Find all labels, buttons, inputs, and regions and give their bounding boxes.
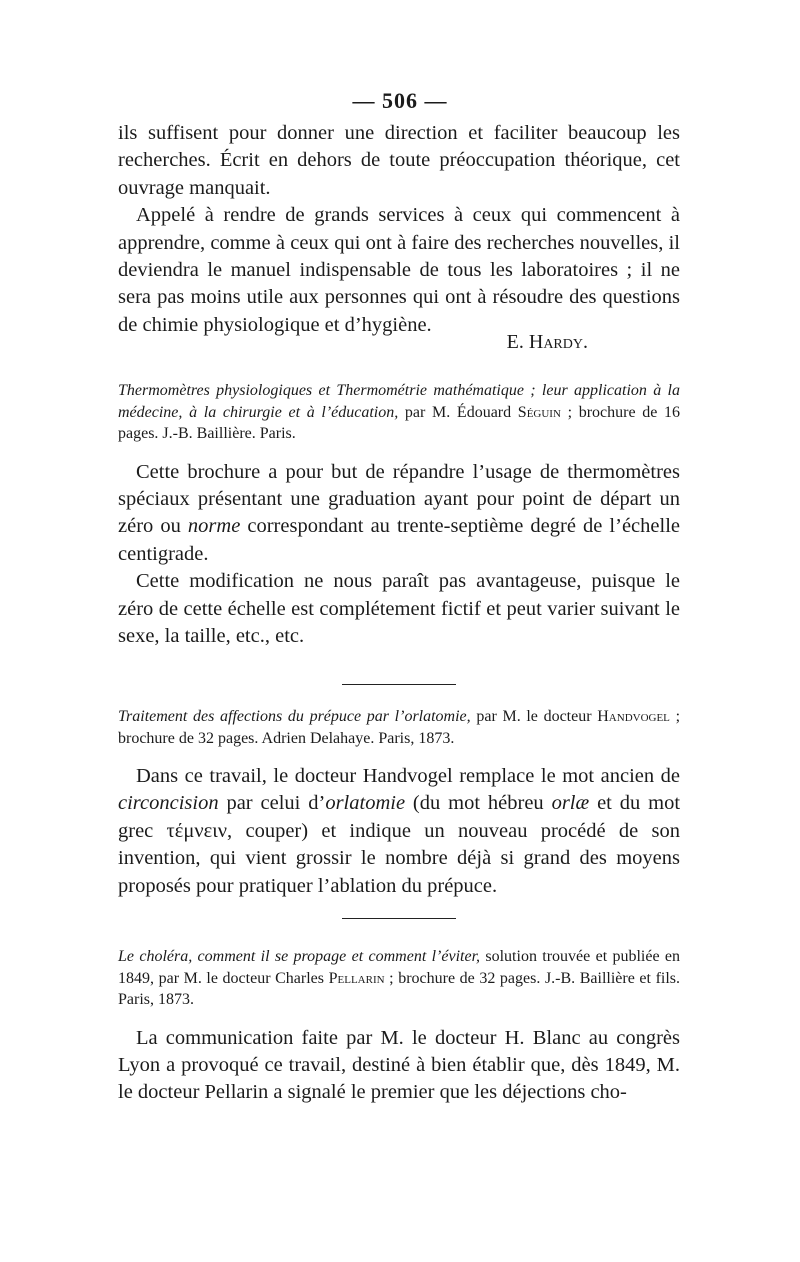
review-1-title: Thermomètres physiologiques et Thermométrie mathématique ; leur application à la médecine, à la chirurgie et à l’éducation, (118, 382, 680, 421)
review-3-paragraph: La communication faite par M. le docteur H. Blanc au congrès Lyon a provoqué ce travail, destiné à bien établir que, dès 1849, M. le docteur Pellarin a signalé le premier que les déjections cho- (118, 1026, 680, 1104)
review-1-term-norme: norme (187, 515, 241, 538)
separator-rule-2 (342, 918, 456, 919)
review-2-details: ; brochure de 32 pages. Adrien Delahaye. Paris, 1873. (118, 708, 681, 747)
page-number: — 506 — (352, 88, 448, 113)
signature (118, 329, 680, 356)
intro-paragraph-1: ils suffisent pour donner une direction et faciliter beaucoup les recherches. Écrit en dehors de toute préoccupation théorique, cet ouvrage manquait. (118, 122, 680, 199)
review-2-by: par M. le docteur (476, 708, 592, 725)
review-3 (118, 946, 680, 1107)
review-2-text-d: et du mot grec τέμνειν, couper) et indique un nouveau procédé de son invention, qui vient grossir le nombre déjà si grand des moyens proposés pour pratiquer l’ablation du prépuce. (118, 792, 681, 897)
signature-name: Hardy. (528, 331, 588, 353)
intro-paragraph-2: Appelé à rendre de grands services à ceux qui commencent à apprendre, comme à ceux qui ont à faire des recherches nouvelles, il deviendra le manuel indispensable de tous les laboratoires ; il ne sera pas moins utile aux personnes qui ont à résoudre des questions de chimie physiologique et d’hygiène. (118, 204, 680, 336)
review-1-author: Séguin (517, 403, 561, 421)
review-2-text-a: Dans ce travail, le docteur Handvogel remplace le mot ancien de (136, 765, 680, 787)
review-3-details-b: ; brochure de 32 pages. J.-B. Baillière et fils. Paris, 1873. (118, 969, 681, 1008)
review-3-title: Le choléra, comment il se propage et comment l’éviter, (118, 948, 481, 965)
separator-rule-1 (342, 684, 456, 685)
review-1-by: par M. Édouard (404, 403, 512, 421)
review-2-text-b: par celui d’ (218, 792, 326, 815)
review-2-term-orlatomie: orlatomie (325, 792, 406, 815)
review-1-citation (118, 380, 680, 445)
review-2-term-orlae: orlæ (551, 792, 590, 815)
review-1-text-a: Cette brochure a pour but de répandre l’usage de thermomètres spéciaux présentant une graduation ayant pour point de départ un zéro ou (118, 460, 680, 538)
review-2-author: Handvogel (597, 708, 670, 725)
signature-initial: E. (506, 331, 524, 353)
review-3-citation (118, 946, 680, 1011)
review-1-text-b: correspondant au trente-septième degré de l’échelle centigrade. (118, 515, 680, 565)
review-2-text-c: (du mot hébreu (405, 792, 552, 815)
intro-section (118, 120, 680, 339)
review-1-paragraph-1 (118, 459, 680, 569)
review-1 (118, 380, 680, 650)
review-1-details: ; brochure de 16 pages. J.-B. Baillière. Paris. (118, 403, 681, 442)
review-2-paragraph (118, 763, 680, 900)
review-3-author: Pellarin (328, 969, 385, 987)
review-1-paragraph-2: Cette modification ne nous paraît pas avantageuse, puisque le zéro de cette échelle est complétement fictif et peut varier suivant le sexe, la taille, etc., etc. (118, 570, 680, 647)
review-2-term-circoncision: circoncision (118, 792, 219, 815)
review-3-details-a: solution trouvée et publiée en 1849, par M. le docteur Charles (118, 948, 681, 987)
review-2 (118, 706, 680, 900)
review-2-citation (118, 706, 680, 749)
review-2-title: Traitement des affections du prépuce par l’orlatomie, (118, 708, 471, 725)
